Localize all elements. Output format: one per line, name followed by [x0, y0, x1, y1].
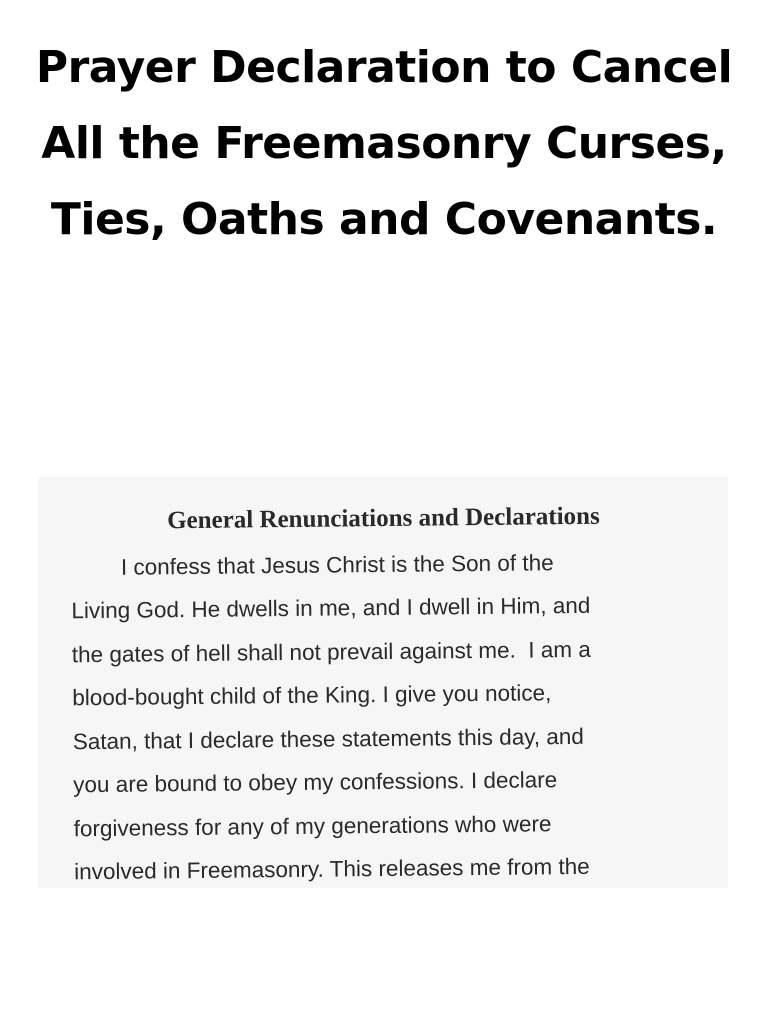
title-line-2: All the Freemasonry Curses,: [41, 118, 727, 169]
page-title: [0, 30, 768, 258]
title-line-3: Ties, Oaths and Covenants.: [50, 194, 718, 245]
scan-heading: General Renunciations and Declarations: [166, 502, 600, 535]
scan-text-line: forgiveness for any of my generations who were: [73, 811, 552, 842]
scan-text-line: involved in Freemasonry. This releases me from the: [73, 853, 590, 885]
scan-text-line: I confess that Jesus Christ is the Son of the: [70, 550, 554, 581]
scanned-document-image: [38, 477, 728, 888]
scanned-document-content: [38, 477, 728, 885]
title-line-1: Prayer Declaration to Cancel: [35, 42, 733, 93]
scan-text-line: Satan, that I declare these statements this day, and: [72, 723, 584, 755]
scan-text-line: you are bound to obey my confessions. I declare: [73, 767, 558, 798]
scan-text-line: blood-bought child of the King. I give you notice,: [72, 680, 552, 711]
scan-text-line: Living God. He dwells in me, and I dwell in Him, and: [71, 592, 591, 624]
scan-text-line: the gates of hell shall not prevail against me. I am a: [71, 636, 591, 668]
